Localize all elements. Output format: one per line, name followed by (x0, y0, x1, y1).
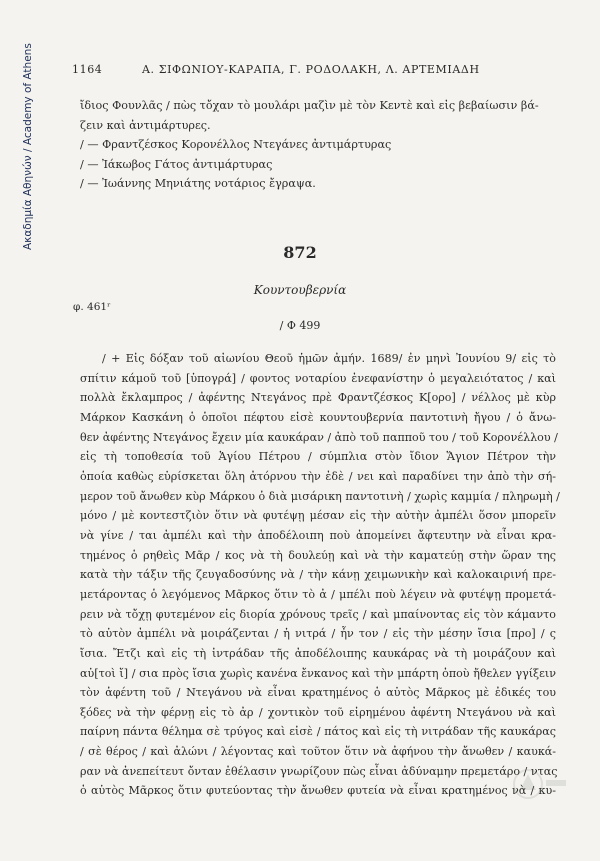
text-line: μερον τοῦ ἄνωθεν κὺρ Μάρκου ὁ διὰ μισάρικη παντοτινὴ / χωρὶς καμμία / πληρωμὴ / (80, 489, 560, 503)
page-header (72, 63, 528, 79)
text-line: ἴσια. Ἔτζι καὶ εἰς τὴ ἰντράδαν τῆς ἀποδέλοιπης καυκάρας νὰ τὴ μοιράζουν καὶ (80, 646, 556, 660)
text-line: πολλὰ ἔκλαμπρος / ἀφέντης Ντεγάνος πρὲ Φραντζέσκος Κ[ορο] / νέλλος μὲ κὺρ (80, 391, 556, 405)
document-number: 872 (283, 243, 317, 262)
text-line: / σὲ θέρος / καὶ ἀλώνι / λέγοντας καὶ τοῦτον ὅτιν νὰ ἀφήνου τὴν ἄνωθεν / καυκά- (80, 745, 556, 759)
text-line: / — Φραντζέσκος Κορονέλλος Ντεγάνες ἀντιμάρτυρας (80, 138, 392, 151)
text-line: θεν ἀφέντης Ντεγάνος ἔχειν μία καυκάραν / ἀπὸ τοῦ παπποῦ του / τοῦ Κορονέλλου / (80, 430, 558, 444)
text-line: / — Ἰωάννης Μηνιάτης νοτάριος ἔγραψα. (80, 177, 316, 190)
text-line: Μάρκον Κασκάνη ὁ ὁποῖοι πέφτου εἰσὲ κουντουβερνία παντοτινὴ ἤγου / ὁ ἄνω- (80, 410, 556, 424)
folio-reference: / Φ 499 (279, 319, 321, 332)
text-line: ζειν καὶ ἀντιμάρτυρες. (80, 118, 211, 132)
text-line: ξόδες νὰ τὴν φέρνῃ εἰς τὸ ἀρ / χοντικὸν τοῦ εἰρημένου ἀφέντη Ντεγάνου νὰ καὶ (80, 705, 556, 719)
text-line: ὁ αὐτὸς Μᾶρκος ὅτιν φυτεύοντας τὴν ἄνωθεν φυτεία νὰ εἶναι κρατημένος νὰ / κυ- (80, 784, 556, 798)
academy-side-watermark: Ακαδημία Αθηνών / Academy of Athens (22, 43, 34, 250)
text-line: ὁποία καθὼς εὑρίσκεται ὅλη ἀτόρνου τὴν ἐδὲ / νει καὶ παραδίνει την ἀπὸ τὴν σή- (80, 469, 556, 483)
text-line: παίρνη πάντα θέλημα σὲ τρύγος καὶ εἰσὲ / πάτος καὶ εἰς τὴ νιτράδαν τῆς καυκάρας (80, 725, 556, 739)
page-number: 1164 (72, 63, 103, 76)
text-line: νὰ γίνε / ται ἀμπέλι καὶ τὴν ἀποδέλοιπη ποὺ ἀπομείνει ἄφτευτην νὰ εἶναι κρα- (80, 528, 556, 542)
text-line: ἴδιος Φουνλᾶς / πὼς τὄχαν τὸ μουλάρι μαζὶν μὲ τὸν Κεντὲ καὶ εἰς βεβαίωσιν βά- (80, 99, 539, 112)
text-line: μετάροντας ὁ λεγόμενος Μᾶρκος ὅτιν τὸ ἀ / μπέλι ποὺ λέγειν νὰ φυτέψῃ προμετά- (80, 587, 556, 601)
text-line: / + Εἰς δόξαν τοῦ αἰωνίου Θεοῦ ἡμῶν ἀμήν. 1689/ ἐν μηνὶ Ἰουνίου 9/ εἰς τὸ (102, 352, 556, 365)
text-line: / — Ἰάκωβος Γάτος ἀντιμάρτυρας (80, 157, 273, 171)
text-line: αὐ[τοὶ ἴ] / σια πρὸς ἴσια χωρὶς κανένα ἔνκανος καὶ τὴν μπάρτη ὁποὺ ἤθελεν γγίξειν (80, 666, 556, 680)
text-line: μόνο / μὲ κοντεστζιὸν ὅτιν νὰ φυτέψῃ μέσαν εἰς τὴν αὐτὴν ἀμπέλι ὅσον μπορεῖν (80, 509, 556, 523)
folio-marker: φ. 461ʳ (73, 301, 111, 313)
document-title: Κουντουβερνία (253, 283, 347, 297)
document-body (80, 349, 560, 801)
text-line: κατὰ τὴν τάξιν τῆς ζευγαδοσύνης νὰ / τὴν κάνῃ χειμωνικὴν καὶ καλοκαιρινή πρε- (80, 568, 556, 582)
academy-logo-watermark (508, 764, 568, 804)
text-line: ρειν νὰ τὄχῃ φυτεμένον εἰς διορία χρόνους τρεῖς / καὶ μπαίνοντας εἰς τὸν κάμαντο (80, 607, 556, 621)
text-line: εἰς τὴ τοποθεσία τοῦ Ἁγίου Πέτρου / σύμπλια στὸν ἴδιον Ἅγιον Πέτρον τὴν (80, 450, 556, 464)
text-line: ραν νὰ ἀνεπείτευτ ὄνταν ἐθέλασιν γνωρίζουν πὼς εἶναι ἀδύναμην πρεμετάρο / ντας (80, 764, 558, 778)
text-line: τημένος ὁ ρηθεὶς Μᾶρ / κος νὰ τὴ δουλεύῃ καὶ νὰ τὴν καματεύῃ στὴν ὥραν της (80, 548, 556, 562)
text-line: σπίτιν κάμοῦ τοῦ [ὑπογρά] / φοντος νοταρίου ἐνεφανίστην ὁ μεγαλειότατος / καὶ (80, 371, 556, 385)
text-line: τὸ αὐτὸν ἀμπέλι νὰ μοιράζενται / ἡ νιτρά / ἦν τον / εἰς τὴν μέσην ἴσια [προ] / ς (80, 627, 556, 641)
running-title: Α. ΣΙΦΩΝΙΟΥ-ΚΑΡΑΠΑ, Γ. ΡΟΔΟΛΑΚΗ, Λ. ΑΡΤΕΜΙΑΔΗ (142, 63, 480, 76)
text-line: τὸν ἀφέντη τοῦ / Ντεγάνου νὰ εἶναι κρατημένος ὁ αὐτὸς Μᾶρκος μὲ ἐδικές του (80, 686, 556, 700)
previous-document-ending (80, 96, 550, 194)
